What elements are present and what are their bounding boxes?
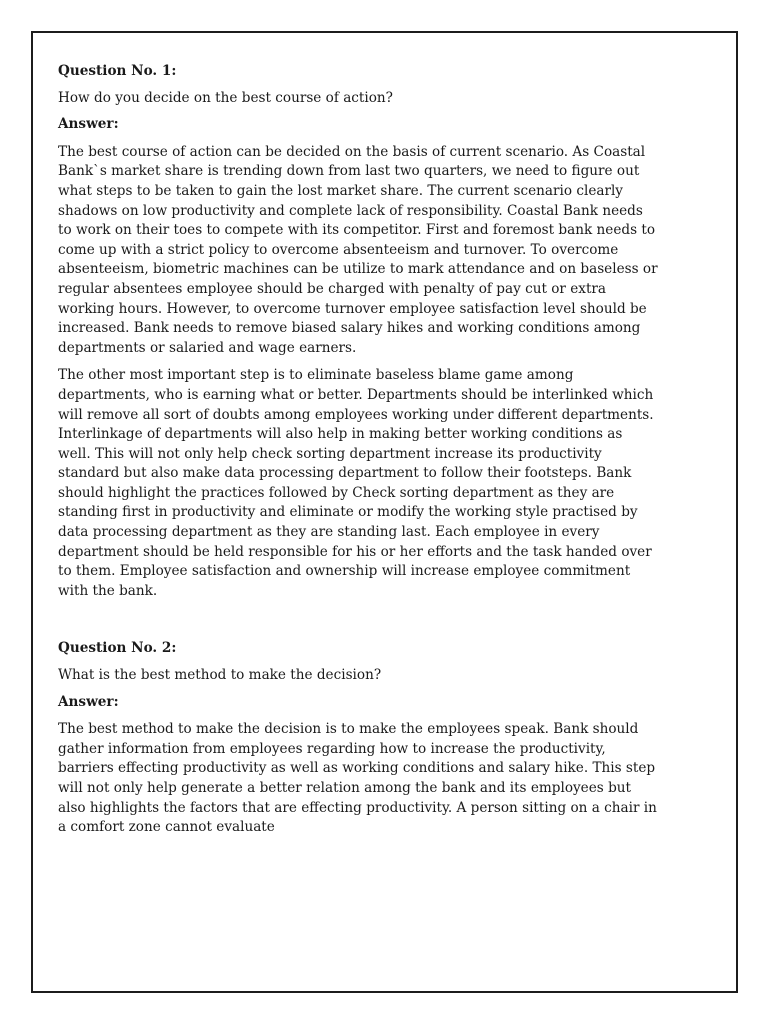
question-2-heading: Question No. 2:	[58, 640, 177, 657]
answer-2-label: Answer:	[58, 693, 119, 710]
question-1-heading: Question No. 1:	[58, 63, 177, 79]
answer-1-paragraph-1: The best course of action can be decided on the basis of current scenario. As Coastal Bank`s market share is trending down from last two quarters, we need to figure out what steps to be taken to gain the lost market share. The current scenario clearly shadows on low productivity and complete lack of responsibility. Coastal Bank needs to work on their toes to compete with its competitor. First and foremost bank needs to come up with a strict policy to overcome absenteeism and turnover. To overcome absenteeism, biometric machines can be utilize to mark attendance and on baseless or regular absentees employee should be charged with penalty of pay cut or extra working hours. However, to overcome turnover employee satisfaction level should be increased. Bank needs to remove biased salary hikes and working conditions among departments or salaried and wage earners.	[58, 143, 658, 356]
answer-1-label: Answer:	[58, 116, 119, 133]
answer-2-paragraph-1: The best method to make the decision is to make the employees speak. Bank should gather information from employees regarding how to increase the productivity, barriers effecting productivity as well as working conditions and salary hike. This step will not only help generate a better relation among the bank and its employees but also highlights the factors that are effecting productivity. A person sitting on a chair in a comfort zone cannot evaluate	[58, 721, 657, 836]
document-content	[58, 62, 658, 846]
question-2-text: What is the best method to make the decision?	[58, 667, 382, 684]
question-block-1	[58, 62, 658, 601]
question-block-2	[58, 639, 658, 837]
answer-1-paragraph-2: The other most important step is to eliminate baseless blame game among departments, who is earning what or better. Departments should be interlinked which will remove all sort of doubts among employees working under different departments. Interlinkage of departments will also help in making better working conditions as well. This will not only help check sorting department increase its productivity standard but also make data processing department to follow their footsteps. Bank should highlight the practices followed by Check sorting department as they are standing first in productivity and eliminate or modify the working style practised by data processing department as they are standing last. Each employee in every department should be held responsible for his or her efforts and the task handed over to them. Employee satisfaction and ownership will increase employee commitment with the bank.	[58, 367, 654, 599]
section-spacer	[58, 609, 658, 639]
question-1-text: How do you decide on the best course of action?	[58, 89, 393, 106]
